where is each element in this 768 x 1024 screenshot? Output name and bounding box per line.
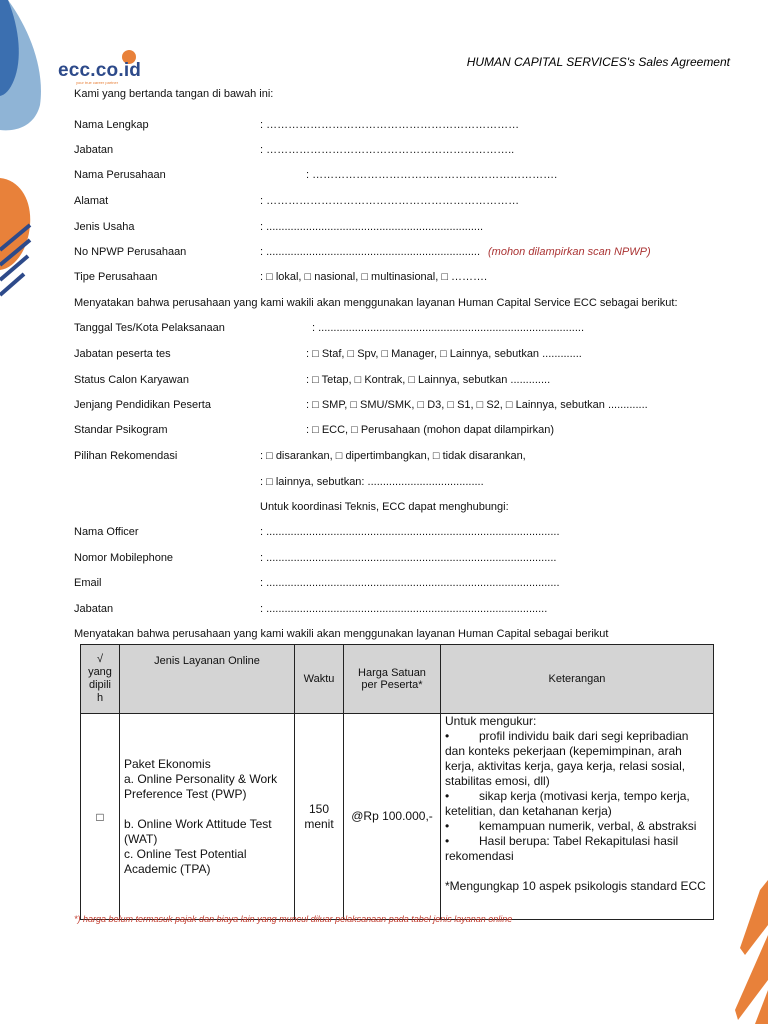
bullet-text: profil individu baik dari segi kepribadian dan konteks pekerjaan (kepemimpinan, arah kerja, aktivitas kerja, gaya kerja, relasi sosial, stabilitas emosi, dll) xyxy=(445,729,689,788)
field-value[interactable]: : □ lokal, □ nasional, □ multinasional, □ ………. xyxy=(260,271,488,283)
field-value[interactable]: : …………………………………………………………… xyxy=(260,119,520,131)
field-label: Pilihan Rekomendasi xyxy=(74,450,178,462)
document-title: HUMAN CAPITAL SERVICES's Sales Agreement xyxy=(466,55,730,69)
npwp-note: (mohon dilampirkan scan NPWP) xyxy=(488,246,651,258)
description-footer: *Mengungkap 10 aspek psikologis standard ECC xyxy=(445,879,706,893)
field-label: Tanggal Tes/Kota Pelaksanaan xyxy=(74,322,225,334)
field-value[interactable]: : ................................................................................................ xyxy=(260,577,560,589)
service-cell xyxy=(120,714,295,920)
field-label: Nomor Mobilephone xyxy=(74,552,174,564)
technical-heading: Untuk koordinasi Teknis, ECC dapat menghubungi: xyxy=(260,501,509,513)
bullet-text: kemampuan numerik, verbal, & abstraksi xyxy=(479,819,697,833)
service-spacer xyxy=(124,802,290,817)
time-cell: 150 menit xyxy=(295,714,344,920)
field-label: No NPWP Perusahaan xyxy=(74,246,187,258)
service-table xyxy=(80,644,714,920)
service-item: a. Online Personality & Work Preference Test (PWP) xyxy=(124,771,278,801)
field-label: Nama Lengkap xyxy=(74,119,149,131)
ecc-logo xyxy=(58,50,168,84)
field-value[interactable]: : □ Tetap, □ Kontrak, □ Lainnya, sebutkan ............. xyxy=(306,374,551,386)
field-label: Jenjang Pendidikan Peserta xyxy=(74,399,211,411)
intro-text: Kami yang bertanda tangan di bawah ini: xyxy=(74,88,274,100)
field-value[interactable]: : ....................................................................... xyxy=(260,221,484,233)
service-title: Paket Ekonomis xyxy=(124,756,211,771)
col-header-price: Harga Satuan per Peserta* xyxy=(344,645,441,714)
col-header-service: Jenis Layanan Online xyxy=(120,645,295,714)
field-label: Alamat xyxy=(74,195,109,207)
statement-2: Menyatakan bahwa perusahaan yang kami wakili akan menggunakan layanan Human Capital sebagai berikut xyxy=(74,628,609,640)
field-value[interactable]: : ................................................................................................ xyxy=(260,526,560,538)
field-label: Email xyxy=(74,577,102,589)
col-header-time: Waktu xyxy=(295,645,344,714)
field-label: Nama Officer xyxy=(74,526,139,538)
field-value[interactable]: : ...................................................................... xyxy=(260,246,481,258)
service-item: c. Online Test Potential Academic (TPA) xyxy=(124,846,247,876)
description-intro: Untuk mengukur: xyxy=(445,714,537,728)
field-value[interactable]: : □ Staf, □ Spv, □ Manager, □ Lainnya, sebutkan ............. xyxy=(306,348,582,360)
recommendation-other[interactable]: : □ lainnya, sebutkan: ...................................... xyxy=(260,476,484,488)
description-bullet: • kemampuan numerik, verbal, & abstraksi xyxy=(445,819,697,833)
field-value[interactable]: : □ disarankan, □ dipertimbangkan, □ tidak disarankan, xyxy=(260,450,526,462)
col-header-description: Keterangan xyxy=(441,645,714,714)
field-value[interactable]: : □ ECC, □ Perusahaan (mohon dapat dilampirkan) xyxy=(306,424,555,436)
col-header-selected: √ yang dipili h xyxy=(81,645,120,714)
description-bullet: • Hasil berupa: Tabel Rekapitulasi hasil rekomendasi xyxy=(445,834,679,863)
field-label: Jabatan xyxy=(74,144,114,156)
field-label: Jenis Usaha xyxy=(74,221,135,233)
field-value[interactable]: : ............................................................................................ xyxy=(260,603,548,615)
description-bullet: • profil individu baik dari segi kepribadian dan konteks pekerjaan (kepemimpinan, arah kerja, aktivitas kerja, gaya kerja, relasi sosial, stabilitas emosi, dll) xyxy=(445,729,689,788)
description-bullet: • sikap kerja (motivasi kerja, tempo kerja, ketelitian, dan ketahanan kerja) xyxy=(445,789,690,818)
bullet-text: sikap kerja (motivasi kerja, tempo kerja, ketelitian, dan ketahanan kerja) xyxy=(445,789,690,818)
description-cell xyxy=(441,714,714,920)
field-label: Tipe Perusahaan xyxy=(74,271,158,283)
field-label: Jabatan xyxy=(74,603,114,615)
price-footnote: *) harga belum termasuk pajak dan biaya lain yang muncul diluar pelaksanaan pada tabel jenis layanan online xyxy=(74,914,513,924)
field-value[interactable]: : …………………………………………………………. xyxy=(306,169,558,181)
field-value[interactable]: : ............................................................................................... xyxy=(260,552,557,564)
field-label: Standar Psikogram xyxy=(74,424,168,436)
table-header-row xyxy=(81,645,714,714)
field-value[interactable]: : …………………………………………………………… xyxy=(260,195,520,207)
field-label: Jabatan peserta tes xyxy=(74,348,171,360)
statement-1: Menyatakan bahwa perusahaan yang kami wakili akan menggunakan layanan Human Capital Service ECC sebagai berikut: xyxy=(74,297,678,309)
field-value[interactable]: : ………………………………………………………….. xyxy=(260,144,515,156)
field-label: Nama Perusahaan xyxy=(74,169,166,181)
field-value[interactable]: : □ SMP, □ SMU/SMK, □ D3, □ S1, □ S2, □ Lainnya, sebutkan ............. xyxy=(306,399,648,411)
logo-text: ecc.co.id xyxy=(58,60,142,81)
price-cell: @Rp 100.000,- xyxy=(344,714,441,920)
table-row xyxy=(81,714,714,920)
service-item: b. Online Work Attitude Test (WAT) xyxy=(124,816,272,846)
field-value[interactable]: : ....................................................................................... xyxy=(312,322,584,334)
bullet-text: Hasil berupa: Tabel Rekapitulasi hasil rekomendasi xyxy=(445,834,679,863)
field-label: Status Calon Karyawan xyxy=(74,374,189,386)
logo-tagline: your true career partner xyxy=(76,80,119,85)
select-checkbox[interactable]: □ xyxy=(81,714,120,920)
